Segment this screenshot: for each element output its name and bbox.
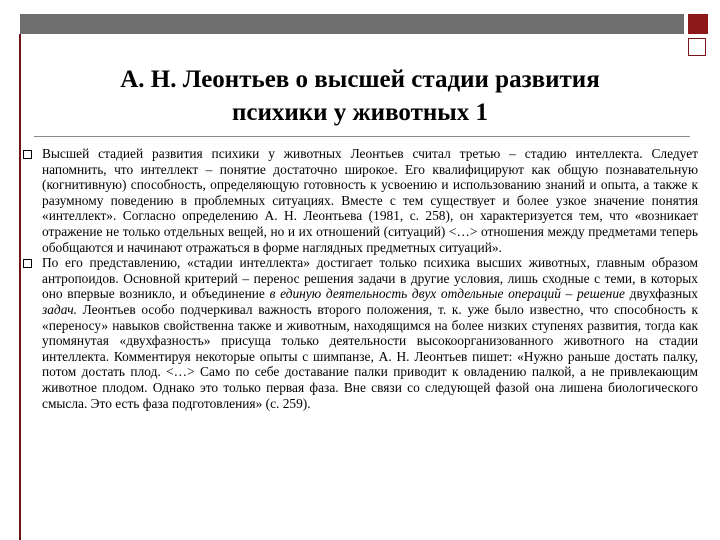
square-bullet-icon (23, 150, 32, 159)
title-divider (34, 136, 690, 137)
bullet-text-2-emphasis-1: в единую деятельность двух отдельные операций – решение (269, 286, 625, 302)
slide-title-line-1: А. Н. Леонтьев о высшей стадии развития (120, 66, 600, 93)
corner-outline-box (688, 38, 706, 56)
bullet-list (18, 146, 698, 411)
bullet-text-2-part-1: По его представлению, «стадии интеллекта» достигает только психика высших животных, главным образом антропоидов. Основной критерий – перенос решения задачи в другие условия, лишь сходные с теми, в которых оно впервые возникло, и объединение (42, 255, 698, 302)
bullet-text-2-part-3: Леонтьев особо подчеркивал важность второго положения, т. к. уже было известно, что способность к «переносу» навыков свойственна также и животным, находящимся на более низких ступенях развития, тогда как упомянутая «двухфазность» присуща только деятельности высокоорганизованного животного на стадии интеллекта. Комментируя некоторые опыты с шимпанзе, А. Н. Леонтьев пишет: «Нужно раньше достать палку, потом достать плод. <…> Само по себе доставание палки приводит к овладению палкой, а не привлекающим животное плодом. Однако это только первая фаза. Вне связи со следующей фазой она лишена биологического смысла. Это есть фаза подготовления» (с. 259). (42, 301, 698, 411)
bullet-text-2-part-2: двухфазных (624, 286, 698, 302)
bullet-text-1: Высшей стадией развития психики у животных Леонтьев считал третью – стадию интеллекта. Следует напомнить, что интеллект – понятие достаточно широкое. Его квалифицируют как общую познавательную (когнитивную) способность, определяющую готовность к усвоению и использованию знаний и опыта, а также к разумному поведению в проблемных ситуациях. Вместе с тем существует и более узкое значение понятия «интеллект». Согласно определению А. Н. Леонтьева (1981, с. 258), он характеризуется тем, что «возникает отражение не только отдельных вещей, но и их отношений (ситуаций) <…> отношения между предметами теперь обобщаются и начинают отражаться в форме наглядных предметных ситуаций». (42, 146, 698, 255)
slide-title (40, 63, 680, 129)
square-bullet-icon (23, 259, 32, 268)
bullet-text-2 (42, 255, 698, 411)
bullet-text-2-emphasis-2: задач. (42, 301, 77, 317)
bullet-item-2 (18, 255, 698, 411)
bullet-item-1 (18, 146, 698, 255)
top-decorative-bar (20, 14, 684, 34)
slide-title-line-2: психики у животных 1 (231, 99, 489, 126)
top-accent-square (688, 14, 708, 34)
